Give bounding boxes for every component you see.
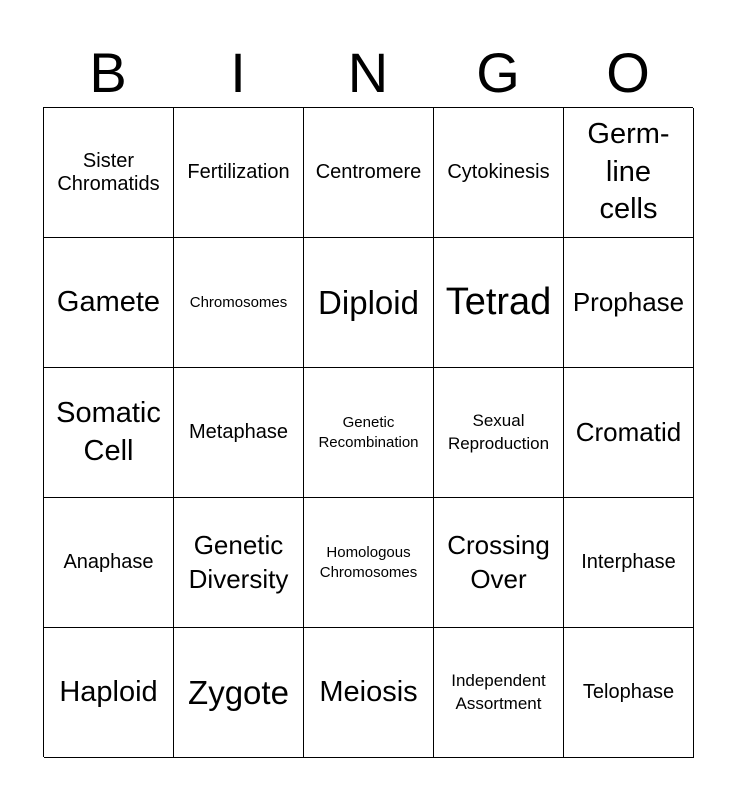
bingo-cell-r5c4[interactable]: [434, 628, 564, 758]
bingo-cell-r3c2[interactable]: [174, 368, 304, 498]
bingo-cell-r1c5[interactable]: [564, 108, 694, 238]
bingo-cell-r1c3[interactable]: [304, 108, 434, 238]
bingo-cell-r3c5[interactable]: [564, 368, 694, 498]
bingo-cell-r5c3[interactable]: [304, 628, 434, 758]
cell-label: Genetic Diversity: [188, 529, 289, 594]
cell-label: Sexual Reproduction: [447, 411, 550, 453]
cell-label: Prophase: [572, 286, 685, 317]
bingo-header: [43, 40, 693, 106]
header-letter-n: N: [347, 41, 389, 104]
cell-label: Tetrad: [445, 280, 552, 323]
header-letter-g: G: [476, 41, 520, 104]
bingo-cell-r2c2[interactable]: [174, 238, 304, 368]
cell-label: Metaphase: [189, 421, 288, 443]
cell-label: Fertilization: [187, 161, 290, 183]
bingo-cell-r4c3[interactable]: [304, 498, 434, 628]
bingo-cell-r4c4[interactable]: [434, 498, 564, 628]
bingo-cell-r2c1[interactable]: [44, 238, 174, 368]
cell-label: Cromatid: [575, 416, 682, 447]
bingo-cell-r2c3[interactable]: [304, 238, 434, 368]
cell-label: Haploid: [59, 675, 158, 708]
cell-label: Anaphase: [63, 551, 154, 573]
header-letter-o: O: [606, 41, 650, 104]
cell-label: Meiosis: [319, 675, 418, 708]
bingo-cell-r4c1[interactable]: [44, 498, 174, 628]
cell-label: Telophase: [582, 681, 675, 703]
cell-label: Somatic Cell: [56, 396, 161, 467]
bingo-cell-r5c2[interactable]: [174, 628, 304, 758]
cell-label: Independent Assortment: [451, 671, 546, 713]
bingo-cell-r2c4[interactable]: [434, 238, 564, 368]
bingo-cell-r1c1[interactable]: [44, 108, 174, 238]
header-letter-b: B: [89, 41, 127, 104]
bingo-cell-r1c4[interactable]: [434, 108, 564, 238]
cell-label: Diploid: [318, 283, 419, 321]
cell-label: Interphase: [581, 551, 676, 573]
cell-label: Centromere: [315, 161, 422, 183]
cell-label: Gamete: [56, 285, 161, 318]
bingo-cell-r3c1[interactable]: [44, 368, 174, 498]
cell-label: Cytokinesis: [447, 161, 550, 183]
cell-label: Crossing Over: [447, 529, 550, 594]
cell-label: Homologous Chromosomes: [319, 544, 418, 581]
cell-label: Zygote: [188, 673, 289, 711]
bingo-cell-r4c2[interactable]: [174, 498, 304, 628]
bingo-cell-r2c5[interactable]: [564, 238, 694, 368]
bingo-cell-r3c4[interactable]: [434, 368, 564, 498]
bingo-board: [43, 107, 693, 757]
bingo-cell-r1c2[interactable]: [174, 108, 304, 238]
cell-label: Genetic Recombination: [318, 414, 419, 451]
cell-label: Germ- line cells: [587, 117, 670, 226]
bingo-cell-r4c5[interactable]: [564, 498, 694, 628]
bingo-cell-r5c1[interactable]: [44, 628, 174, 758]
bingo-cell-r5c5[interactable]: [564, 628, 694, 758]
header-letter-i: I: [230, 41, 246, 104]
cell-label: Chromosomes: [189, 293, 288, 311]
bingo-cell-r3c3[interactable]: [304, 368, 434, 498]
cell-label: Sister Chromatids: [57, 149, 160, 195]
